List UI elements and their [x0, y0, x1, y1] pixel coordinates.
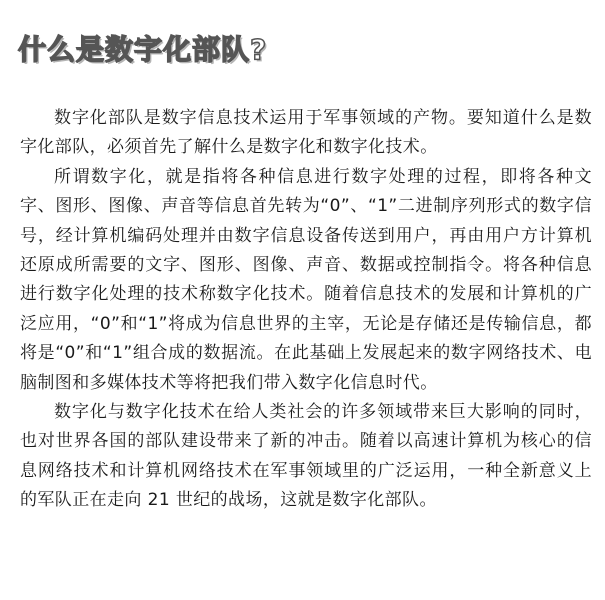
paragraph-1: 数字化部队是数字信息技术运用于军事领域的产物。要知道什么是数字化部队，必须首先了解什么是数字化和数字化技术。	[20, 108, 592, 158]
paragraph-2: 所谓数字化，就是指将各种信息进行数字处理的过程，即将各种文字、图形、图像、声音等信息首先转为“0”、“1”二进制序列形式的数字信号，经计算机编码处理并由数字信息设备传送到用户，再由用户方计算机还原成所需要的文字、图形、图像、声音、数据或控制指令。将各种信息进行数字化处理的技术称数字化技术。随着信息技术的发展和计算机的广泛应用，“0”和“1”将成为信息世界的主宰，无论是存储还是传输信息，都将是“0”和“1”组合成的数据流。在此基础上发展起来的数字网络技术、电脑制图和多媒体技术等将把我们带入数字化信息时代。	[20, 166, 592, 393]
paragraph-3: 数字化与数字化技术在给人类社会的许多领域带来巨大影响的同时，也对世界各国的部队建设带来了新的冲击。随着以高速计算机为核心的信息网络技术和计算机网络技术在军事领域里的广泛运用，一种全新意义上的军队正在走向 21 世纪的战场，这就是数字化部队。	[20, 402, 592, 511]
article-body	[20, 104, 592, 516]
page-title: 什么是数字化部队?	[18, 33, 268, 66]
